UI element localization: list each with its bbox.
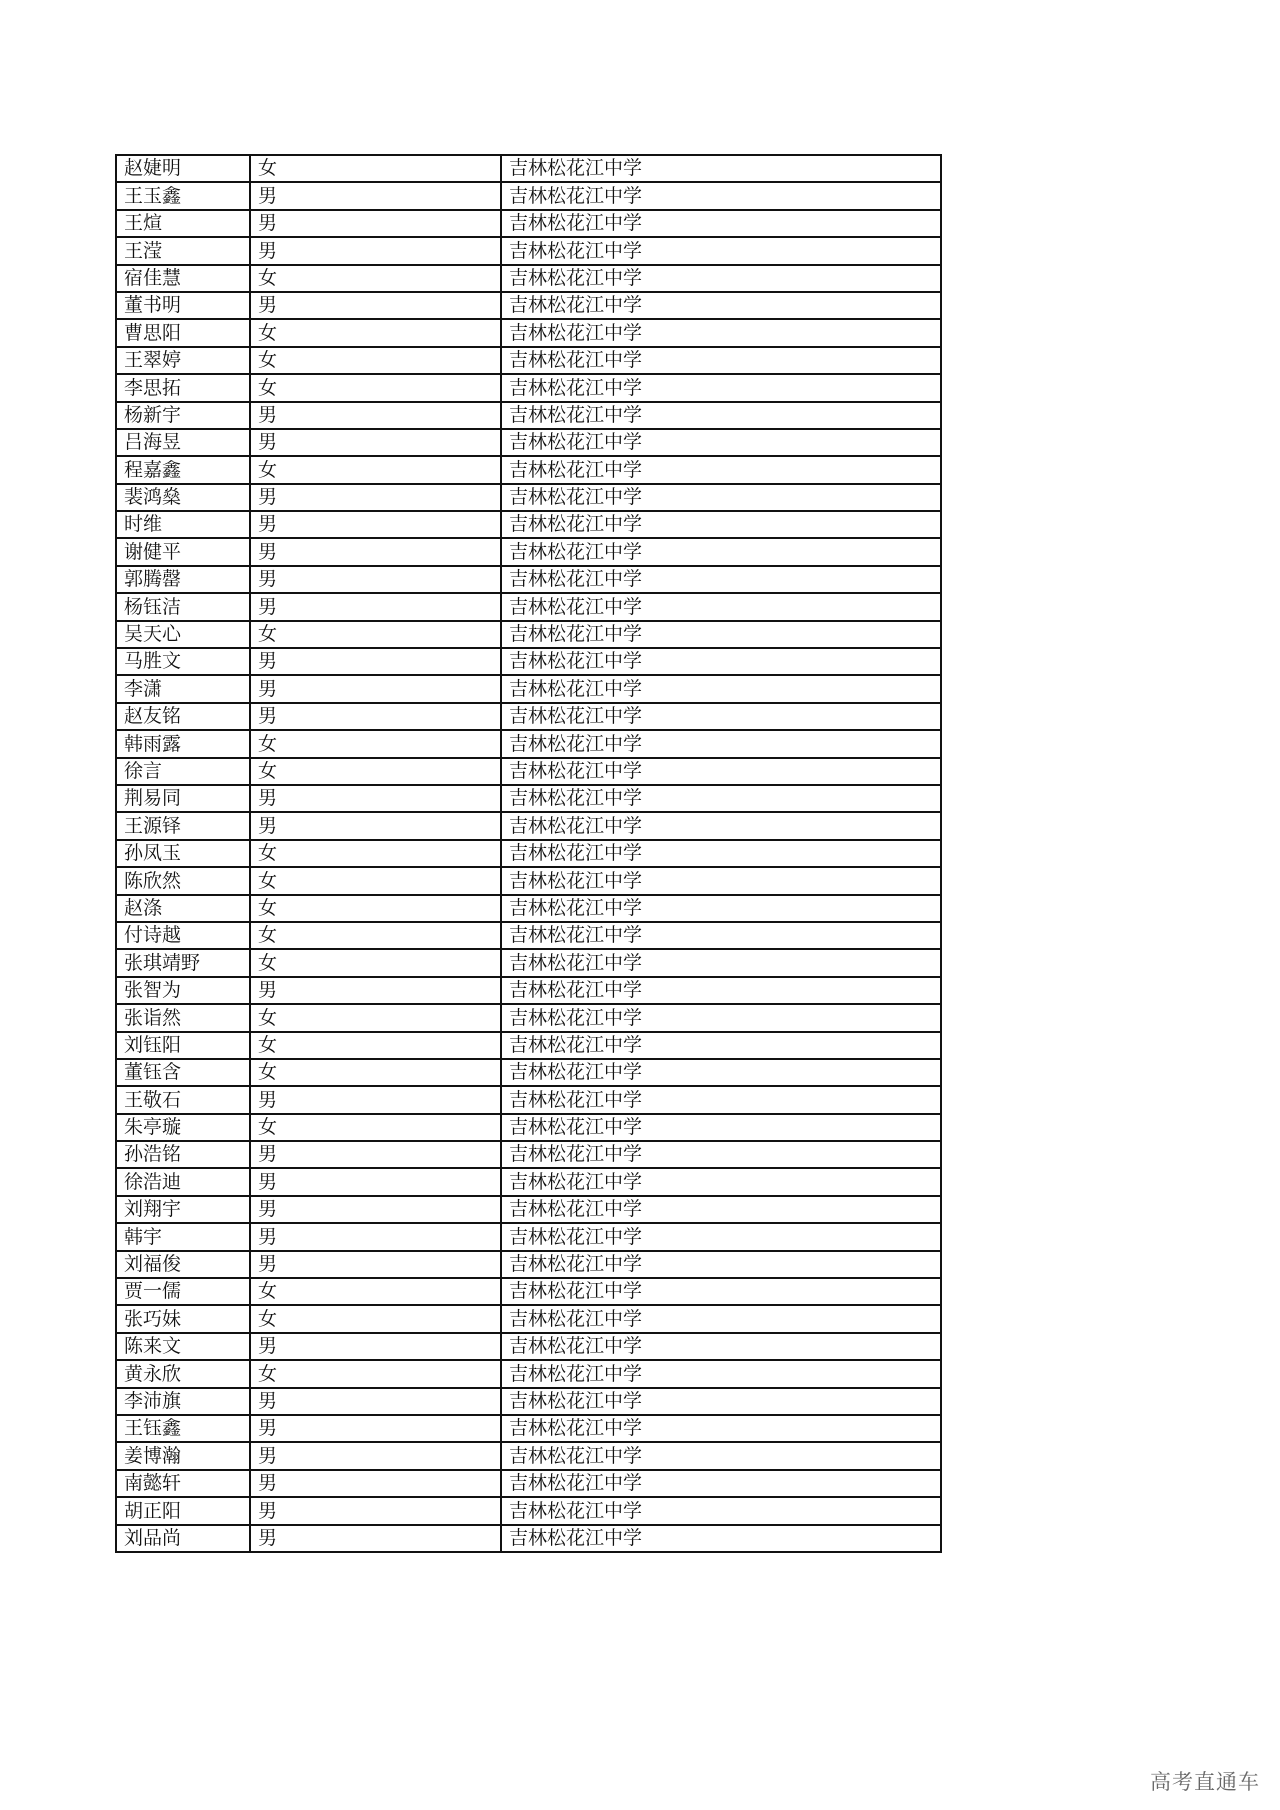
name-cell: 韩宇 (116, 1223, 250, 1250)
school-cell: 吉林松花江中学 (501, 758, 941, 785)
gender-cell: 女 (250, 895, 501, 922)
name-cell: 马胜文 (116, 648, 250, 675)
table-row (116, 374, 941, 401)
school-cell: 吉林松花江中学 (501, 812, 941, 839)
gender-cell: 男 (250, 675, 501, 702)
gender-cell: 男 (250, 402, 501, 429)
gender-cell: 男 (250, 1333, 501, 1360)
name-cell: 赵婕明 (116, 155, 250, 182)
table-row (116, 402, 941, 429)
name-cell: 赵友铭 (116, 703, 250, 730)
gender-cell: 男 (250, 511, 501, 538)
table-row (116, 977, 941, 1004)
school-cell: 吉林松花江中学 (501, 429, 941, 456)
table-row (116, 758, 941, 785)
name-cell: 董钰含 (116, 1059, 250, 1086)
name-cell: 谢健平 (116, 538, 250, 565)
table-row (116, 1059, 941, 1086)
gender-cell: 男 (250, 977, 501, 1004)
school-cell: 吉林松花江中学 (501, 292, 941, 319)
name-cell: 张琪靖野 (116, 949, 250, 976)
school-cell: 吉林松花江中学 (501, 155, 941, 182)
gender-cell: 女 (250, 922, 501, 949)
table-row (116, 1525, 941, 1552)
name-cell: 刘品尚 (116, 1525, 250, 1552)
name-cell: 陈欣然 (116, 867, 250, 894)
name-cell: 王源铎 (116, 812, 250, 839)
gender-cell: 女 (250, 1360, 501, 1387)
school-cell: 吉林松花江中学 (501, 895, 941, 922)
watermark-text: 高考直通车 (1150, 1770, 1260, 1794)
gender-cell: 女 (250, 456, 501, 483)
school-cell: 吉林松花江中学 (501, 347, 941, 374)
table-row (116, 1442, 941, 1469)
table-row (116, 347, 941, 374)
table-row (116, 1086, 941, 1113)
gender-cell: 女 (250, 840, 501, 867)
table-row (116, 1196, 941, 1223)
name-cell: 裴鸿燊 (116, 484, 250, 511)
name-cell: 胡正阳 (116, 1497, 250, 1524)
gender-cell: 男 (250, 593, 501, 620)
name-cell: 时维 (116, 511, 250, 538)
school-cell: 吉林松花江中学 (501, 1114, 941, 1141)
name-cell: 王翠婷 (116, 347, 250, 374)
table-row (116, 593, 941, 620)
school-cell: 吉林松花江中学 (501, 566, 941, 593)
table-row (116, 1114, 941, 1141)
gender-cell: 女 (250, 1059, 501, 1086)
school-cell: 吉林松花江中学 (501, 1305, 941, 1332)
name-cell: 赵涤 (116, 895, 250, 922)
gender-cell: 男 (250, 484, 501, 511)
gender-cell: 男 (250, 237, 501, 264)
table-row (116, 1168, 941, 1195)
gender-cell: 男 (250, 1141, 501, 1168)
name-cell: 李思拓 (116, 374, 250, 401)
name-cell: 刘福俊 (116, 1251, 250, 1278)
table-row (116, 429, 941, 456)
gender-cell: 男 (250, 1388, 501, 1415)
gender-cell: 女 (250, 347, 501, 374)
name-cell: 荆易同 (116, 785, 250, 812)
table-row (116, 511, 941, 538)
name-cell: 董书明 (116, 292, 250, 319)
name-cell: 李潇 (116, 675, 250, 702)
school-cell: 吉林松花江中学 (501, 1196, 941, 1223)
gender-cell: 男 (250, 292, 501, 319)
school-cell: 吉林松花江中学 (501, 511, 941, 538)
name-cell: 张巧妹 (116, 1305, 250, 1332)
name-cell: 王敬石 (116, 1086, 250, 1113)
table-row (116, 648, 941, 675)
table-row (116, 1415, 941, 1442)
school-cell: 吉林松花江中学 (501, 949, 941, 976)
school-cell: 吉林松花江中学 (501, 484, 941, 511)
name-cell: 黄永欣 (116, 1360, 250, 1387)
school-cell: 吉林松花江中学 (501, 1525, 941, 1552)
gender-cell: 女 (250, 730, 501, 757)
school-cell: 吉林松花江中学 (501, 538, 941, 565)
table-row (116, 1141, 941, 1168)
school-cell: 吉林松花江中学 (501, 210, 941, 237)
gender-cell: 女 (250, 265, 501, 292)
school-cell: 吉林松花江中学 (501, 730, 941, 757)
name-cell: 付诗越 (116, 922, 250, 949)
table-row (116, 1388, 941, 1415)
gender-cell: 男 (250, 1442, 501, 1469)
table-row (116, 1497, 941, 1524)
name-cell: 王玉鑫 (116, 182, 250, 209)
table-row (116, 675, 941, 702)
gender-cell: 男 (250, 785, 501, 812)
table-row (116, 484, 941, 511)
gender-cell: 男 (250, 1223, 501, 1250)
school-cell: 吉林松花江中学 (501, 1168, 941, 1195)
name-cell: 贾一儒 (116, 1278, 250, 1305)
school-cell: 吉林松花江中学 (501, 675, 941, 702)
name-cell: 杨钰洁 (116, 593, 250, 620)
school-cell: 吉林松花江中学 (501, 374, 941, 401)
school-cell: 吉林松花江中学 (501, 456, 941, 483)
table-row (116, 155, 941, 182)
name-cell: 张智为 (116, 977, 250, 1004)
school-cell: 吉林松花江中学 (501, 840, 941, 867)
name-cell: 姜博瀚 (116, 1442, 250, 1469)
school-cell: 吉林松花江中学 (501, 648, 941, 675)
gender-cell: 女 (250, 1114, 501, 1141)
name-cell: 程嘉鑫 (116, 456, 250, 483)
name-cell: 王钰鑫 (116, 1415, 250, 1442)
gender-cell: 男 (250, 1251, 501, 1278)
name-cell: 宿佳慧 (116, 265, 250, 292)
school-cell: 吉林松花江中学 (501, 593, 941, 620)
name-cell: 韩雨露 (116, 730, 250, 757)
name-cell: 朱亭璇 (116, 1114, 250, 1141)
gender-cell: 男 (250, 429, 501, 456)
gender-cell: 男 (250, 1196, 501, 1223)
name-cell: 王滢 (116, 237, 250, 264)
table-row (116, 703, 941, 730)
school-cell: 吉林松花江中学 (501, 1470, 941, 1497)
name-cell: 徐言 (116, 758, 250, 785)
roster-body (116, 155, 941, 1552)
table-row (116, 538, 941, 565)
gender-cell: 女 (250, 621, 501, 648)
gender-cell: 男 (250, 538, 501, 565)
gender-cell: 男 (250, 648, 501, 675)
table-row (116, 730, 941, 757)
name-cell: 孙浩铭 (116, 1141, 250, 1168)
school-cell: 吉林松花江中学 (501, 1333, 941, 1360)
gender-cell: 女 (250, 1305, 501, 1332)
school-cell: 吉林松花江中学 (501, 1086, 941, 1113)
school-cell: 吉林松花江中学 (501, 977, 941, 1004)
school-cell: 吉林松花江中学 (501, 1223, 941, 1250)
school-cell: 吉林松花江中学 (501, 1388, 941, 1415)
gender-cell: 男 (250, 1086, 501, 1113)
school-cell: 吉林松花江中学 (501, 1360, 941, 1387)
gender-cell: 女 (250, 949, 501, 976)
table-row (116, 1278, 941, 1305)
name-cell: 张诣然 (116, 1004, 250, 1031)
table-row (116, 1223, 941, 1250)
school-cell: 吉林松花江中学 (501, 1141, 941, 1168)
school-cell: 吉林松花江中学 (501, 1032, 941, 1059)
school-cell: 吉林松花江中学 (501, 621, 941, 648)
name-cell: 南懿轩 (116, 1470, 250, 1497)
gender-cell: 男 (250, 210, 501, 237)
gender-cell: 男 (250, 703, 501, 730)
school-cell: 吉林松花江中学 (501, 182, 941, 209)
table-row (116, 1004, 941, 1031)
gender-cell: 女 (250, 758, 501, 785)
gender-cell: 男 (250, 1415, 501, 1442)
table-row (116, 237, 941, 264)
gender-cell: 男 (250, 1525, 501, 1552)
table-row (116, 292, 941, 319)
table-row (116, 456, 941, 483)
table-row (116, 210, 941, 237)
school-cell: 吉林松花江中学 (501, 703, 941, 730)
school-cell: 吉林松花江中学 (501, 785, 941, 812)
gender-cell: 男 (250, 1168, 501, 1195)
school-cell: 吉林松花江中学 (501, 1251, 941, 1278)
school-cell: 吉林松花江中学 (501, 1415, 941, 1442)
name-cell: 吕海昱 (116, 429, 250, 456)
table-row (116, 895, 941, 922)
table-row (116, 949, 941, 976)
table-row (116, 1032, 941, 1059)
school-cell: 吉林松花江中学 (501, 1442, 941, 1469)
school-cell: 吉林松花江中学 (501, 1059, 941, 1086)
table-row (116, 621, 941, 648)
school-cell: 吉林松花江中学 (501, 319, 941, 346)
gender-cell: 女 (250, 1004, 501, 1031)
table-row (116, 867, 941, 894)
table-row (116, 182, 941, 209)
name-cell: 刘钰阳 (116, 1032, 250, 1059)
school-cell: 吉林松花江中学 (501, 265, 941, 292)
gender-cell: 女 (250, 374, 501, 401)
table-row (116, 265, 941, 292)
school-cell: 吉林松花江中学 (501, 1497, 941, 1524)
table-row (116, 785, 941, 812)
school-cell: 吉林松花江中学 (501, 237, 941, 264)
table-row (116, 1305, 941, 1332)
name-cell: 王煊 (116, 210, 250, 237)
table-row (116, 566, 941, 593)
gender-cell: 男 (250, 566, 501, 593)
name-cell: 杨新宇 (116, 402, 250, 429)
name-cell: 吴天心 (116, 621, 250, 648)
name-cell: 陈来文 (116, 1333, 250, 1360)
school-cell: 吉林松花江中学 (501, 1004, 941, 1031)
table-row (116, 840, 941, 867)
gender-cell: 女 (250, 319, 501, 346)
name-cell: 孙凤玉 (116, 840, 250, 867)
table-row (116, 1470, 941, 1497)
gender-cell: 男 (250, 812, 501, 839)
name-cell: 曹思阳 (116, 319, 250, 346)
name-cell: 徐浩迪 (116, 1168, 250, 1195)
table-row (116, 1360, 941, 1387)
table-row (116, 812, 941, 839)
gender-cell: 男 (250, 182, 501, 209)
gender-cell: 女 (250, 1032, 501, 1059)
name-cell: 刘翔宇 (116, 1196, 250, 1223)
gender-cell: 女 (250, 1278, 501, 1305)
table-row (116, 1251, 941, 1278)
school-cell: 吉林松花江中学 (501, 402, 941, 429)
table-row (116, 1333, 941, 1360)
school-cell: 吉林松花江中学 (501, 922, 941, 949)
table-row (116, 922, 941, 949)
name-cell: 李沛旗 (116, 1388, 250, 1415)
school-cell: 吉林松花江中学 (501, 1278, 941, 1305)
gender-cell: 女 (250, 155, 501, 182)
school-cell: 吉林松花江中学 (501, 867, 941, 894)
student-roster-table (115, 154, 942, 1553)
gender-cell: 男 (250, 1470, 501, 1497)
name-cell: 郭腾罄 (116, 566, 250, 593)
table-row (116, 319, 941, 346)
gender-cell: 女 (250, 867, 501, 894)
gender-cell: 男 (250, 1497, 501, 1524)
